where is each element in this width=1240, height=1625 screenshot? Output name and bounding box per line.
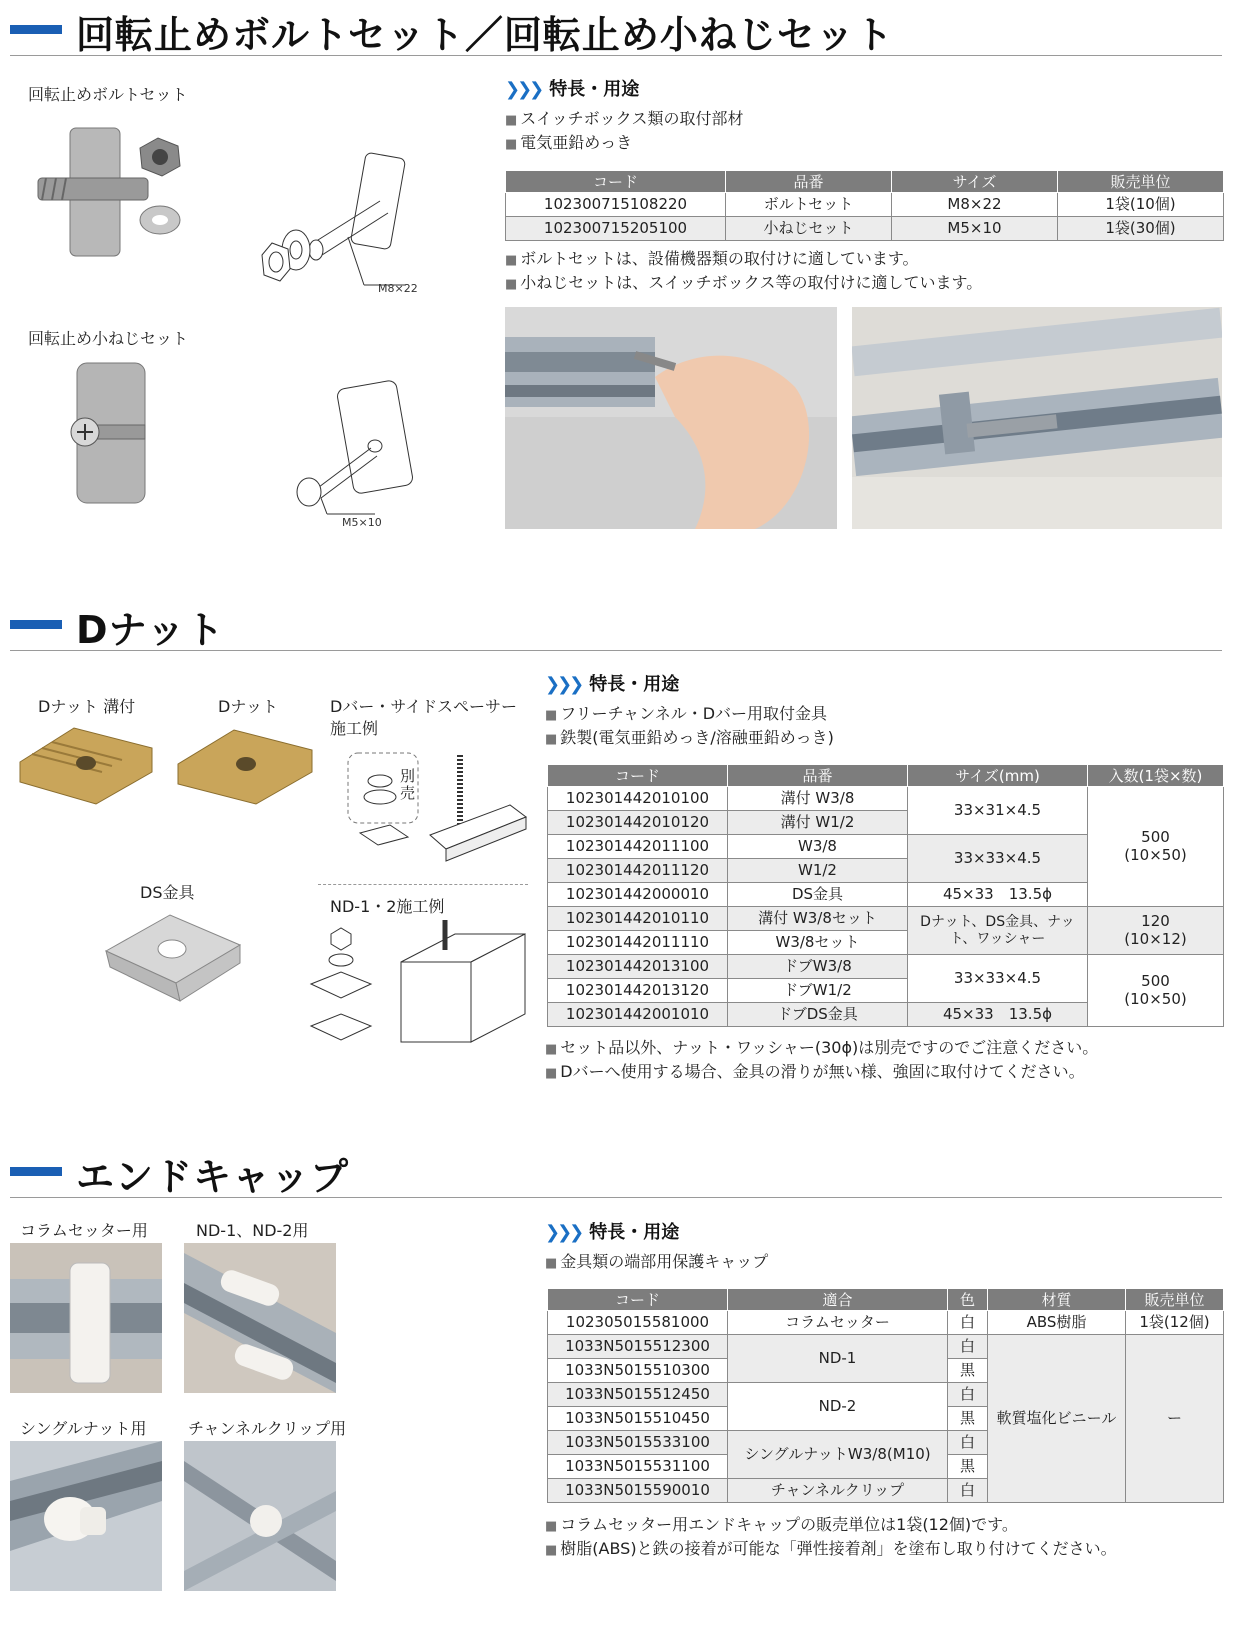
cell-code: 102301442010120 bbox=[548, 811, 728, 835]
endcap-column-photo bbox=[10, 1243, 162, 1393]
features-title: 特長・用途 bbox=[549, 79, 640, 100]
label-column-setter: コラムセッター用 bbox=[20, 1221, 148, 1240]
col-header: コード bbox=[548, 765, 728, 787]
feature-item: ■ 電気亜鉛めっき bbox=[505, 130, 632, 153]
endcap-single-photo bbox=[10, 1441, 162, 1591]
cell-color: 白 bbox=[948, 1335, 988, 1359]
cell-size: 33×33×4.5 bbox=[908, 955, 1088, 1003]
label-nd: ND-1、ND-2用 bbox=[196, 1221, 309, 1240]
cell-part: ドブDS金具 bbox=[728, 1003, 908, 1027]
col-header: 品番 bbox=[726, 171, 892, 193]
cell-size: M5×10 bbox=[892, 217, 1058, 241]
cell-size: 45×33 13.5ϕ bbox=[908, 1003, 1088, 1027]
features-title: 特長・用途 bbox=[589, 1222, 680, 1243]
endcap-clip-photo bbox=[184, 1441, 336, 1591]
table-row bbox=[548, 955, 1224, 979]
section-header-rotation-stop bbox=[10, 0, 1222, 56]
divider bbox=[318, 884, 528, 885]
cell-fit: コラムセッター bbox=[728, 1311, 948, 1335]
table-row bbox=[548, 907, 1224, 931]
cell-unit: ー bbox=[1126, 1335, 1224, 1503]
cell-qty bbox=[1088, 787, 1224, 907]
section-header-end-cap bbox=[10, 1142, 1222, 1198]
qty-value: 500 bbox=[1141, 828, 1170, 847]
cell-size: 33×31×4.5 bbox=[908, 787, 1088, 835]
cell-fit: ND-1 bbox=[728, 1335, 948, 1383]
note-item: ■ コラムセッター用エンドキャップの販売単位は1袋(12個)です。 bbox=[545, 1512, 1018, 1535]
note-item: ■ セット品以外、ナット・ワッシャー(30ϕ)は別売ですのでご注意ください。 bbox=[545, 1035, 1098, 1058]
cell-code: 102300715205100 bbox=[506, 217, 726, 241]
cell-material: 軟質塩化ビニール bbox=[988, 1335, 1126, 1503]
qty-value: 120 bbox=[1141, 912, 1170, 931]
cell-color: 白 bbox=[948, 1383, 988, 1407]
chevron-right-icon: ❯❯❯ bbox=[545, 1222, 582, 1243]
cell-code: 1033N5015512450 bbox=[548, 1383, 728, 1407]
cell-part: DS金具 bbox=[728, 883, 908, 907]
installation-photo-hand bbox=[505, 307, 837, 529]
cell-code: 1033N5015510450 bbox=[548, 1407, 728, 1431]
col-header: 販売単位 bbox=[1058, 171, 1224, 193]
cell-unit: 1袋(30個) bbox=[1058, 217, 1224, 241]
cell-code: 102301442011120 bbox=[548, 859, 728, 883]
col-header: サイズ(mm) bbox=[908, 765, 1088, 787]
cell-code: 102301442010100 bbox=[548, 787, 728, 811]
section-marker bbox=[10, 1167, 62, 1176]
col-header: 品番 bbox=[728, 765, 908, 787]
table-row bbox=[548, 1335, 1224, 1359]
table-row bbox=[548, 787, 1224, 811]
cell-qty bbox=[1088, 907, 1224, 955]
section-marker bbox=[10, 25, 62, 34]
spec-table-rotation-stop bbox=[505, 170, 1224, 241]
cell-code: 1033N5015533100 bbox=[548, 1431, 728, 1455]
cell-code: 102305015581000 bbox=[548, 1311, 728, 1335]
nd-diagram bbox=[305, 920, 530, 1045]
dbar-diagram bbox=[340, 745, 530, 863]
note-item: ■ 小ねじセットは、スイッチボックス等の取付けに適しています。 bbox=[505, 270, 982, 293]
label-single-nut: シングルナット用 bbox=[20, 1419, 147, 1438]
cell-part: 溝付 W3/8セット bbox=[728, 907, 908, 931]
col-header: コード bbox=[548, 1289, 728, 1311]
screw-set-diagram bbox=[285, 380, 435, 520]
separate-sale-2: 売 bbox=[400, 784, 416, 802]
cell-size: Dナット、DS金具、ナット、ワッシャー bbox=[908, 907, 1088, 955]
chevron-right-icon: ❯❯❯ bbox=[505, 79, 542, 100]
cell-code: 102301442010110 bbox=[548, 907, 728, 931]
table-row bbox=[506, 217, 1224, 241]
cell-code: 102301442013100 bbox=[548, 955, 728, 979]
features-heading bbox=[505, 75, 639, 101]
col-header: 入数(1袋×数) bbox=[1088, 765, 1224, 787]
qty-detail: (10×50) bbox=[1124, 845, 1187, 864]
separate-sale-1: 別 bbox=[400, 767, 416, 785]
cell-code: 102301442001010 bbox=[548, 1003, 728, 1027]
cell-color: 黒 bbox=[948, 1359, 988, 1383]
col-header: 材質 bbox=[988, 1289, 1126, 1311]
feature-item: ■ 鉄製(電気亜鉛めっき/溶融亜鉛めっき) bbox=[545, 725, 834, 748]
cell-code: 1033N5015512300 bbox=[548, 1335, 728, 1359]
dim-screw: M5×10 bbox=[342, 516, 382, 529]
cell-fit: ND-2 bbox=[728, 1383, 948, 1431]
dnut-photo bbox=[172, 720, 317, 805]
cell-code: 102301442000010 bbox=[548, 883, 728, 907]
section-title: エンドキャップ bbox=[76, 1155, 350, 1199]
cell-code: 102301442011110 bbox=[548, 931, 728, 955]
label-ds-fitting: DS金具 bbox=[140, 883, 195, 902]
spec-table-end-cap bbox=[547, 1288, 1224, 1503]
col-header: コード bbox=[506, 171, 726, 193]
table-row bbox=[506, 193, 1224, 217]
cell-code: 102300715108220 bbox=[506, 193, 726, 217]
spec-table-d-nut bbox=[547, 764, 1224, 1027]
qty-detail: (10×50) bbox=[1124, 989, 1187, 1008]
col-header: 適合 bbox=[728, 1289, 948, 1311]
cell-part: W1/2 bbox=[728, 859, 908, 883]
bolt-set-diagram bbox=[250, 145, 430, 305]
label-channel-clip: チャンネルクリップ用 bbox=[188, 1419, 347, 1438]
cell-color: 黒 bbox=[948, 1455, 988, 1479]
note-item: ■ ボルトセットは、設備機器類の取付けに適しています。 bbox=[505, 246, 919, 269]
bolt-set-photo bbox=[30, 120, 200, 260]
qty-value: 500 bbox=[1141, 972, 1170, 991]
cell-qty bbox=[1088, 955, 1224, 1027]
cell-size: 33×33×4.5 bbox=[908, 835, 1088, 883]
cell-part: ボルトセット bbox=[726, 193, 892, 217]
cell-fit: チャンネルクリップ bbox=[728, 1479, 948, 1503]
cell-color: 白 bbox=[948, 1311, 988, 1335]
cell-part: 小ねじセット bbox=[726, 217, 892, 241]
cell-code: 1033N5015590010 bbox=[548, 1479, 728, 1503]
installation-photo-channel bbox=[852, 307, 1222, 529]
label-dnut: Dナット bbox=[218, 697, 279, 716]
features-heading bbox=[545, 1218, 679, 1244]
cell-part: W3/8 bbox=[728, 835, 908, 859]
feature-item: ■ スイッチボックス類の取付部材 bbox=[505, 106, 744, 129]
label-dbar-example: 施工例 bbox=[330, 719, 379, 738]
cell-part: W3/8セット bbox=[728, 931, 908, 955]
note-item: ■ Dバーへ使用する場合、金具の滑りが無い様、強固に取付けてください。 bbox=[545, 1059, 1085, 1082]
section-header-d-nut bbox=[10, 595, 1222, 651]
col-header: サイズ bbox=[892, 171, 1058, 193]
label-nd-example: ND-1・2施工例 bbox=[330, 897, 445, 916]
cell-material: ABS樹脂 bbox=[988, 1311, 1126, 1335]
cell-part: 溝付 W3/8 bbox=[728, 787, 908, 811]
endcap-nd-photo bbox=[184, 1243, 336, 1393]
col-header: 販売単位 bbox=[1126, 1289, 1224, 1311]
features-title: 特長・用途 bbox=[589, 674, 680, 695]
cell-part: ドブW1/2 bbox=[728, 979, 908, 1003]
col-header: 色 bbox=[948, 1289, 988, 1311]
dnut-groove-photo bbox=[12, 720, 157, 805]
table-row bbox=[548, 1311, 1224, 1335]
features-heading bbox=[545, 670, 679, 696]
cell-unit: 1袋(12個) bbox=[1126, 1311, 1224, 1335]
cell-size: 45×33 13.5ϕ bbox=[908, 883, 1088, 907]
label-screw-set: 回転止め小ねじセット bbox=[28, 329, 189, 348]
cell-part: 溝付 W1/2 bbox=[728, 811, 908, 835]
feature-item: ■ 金具類の端部用保護キャップ bbox=[545, 1249, 768, 1272]
feature-item: ■ フリーチャンネル・Dバー用取付金具 bbox=[545, 701, 827, 724]
cell-code: 102301442011100 bbox=[548, 835, 728, 859]
cell-code: 102301442013120 bbox=[548, 979, 728, 1003]
label-dnut-groove: Dナット 溝付 bbox=[38, 697, 136, 716]
cell-code: 1033N5015510300 bbox=[548, 1359, 728, 1383]
section-marker bbox=[10, 620, 62, 629]
section-title: Dナット bbox=[76, 608, 225, 652]
cell-code: 1033N5015531100 bbox=[548, 1455, 728, 1479]
ds-fitting-photo bbox=[100, 905, 245, 1010]
label-dbar: Dバー・サイドスペーサー bbox=[330, 697, 518, 716]
qty-detail: (10×12) bbox=[1124, 929, 1187, 948]
section-title: 回転止めボルトセット／回転止め小ねじセット bbox=[76, 13, 894, 57]
label-bolt-set: 回転止めボルトセット bbox=[28, 85, 188, 104]
cell-unit: 1袋(10個) bbox=[1058, 193, 1224, 217]
cell-fit: シングルナットW3/8(M10) bbox=[728, 1431, 948, 1479]
cell-color: 黒 bbox=[948, 1407, 988, 1431]
cell-color: 白 bbox=[948, 1431, 988, 1455]
cell-color: 白 bbox=[948, 1479, 988, 1503]
note-item: ■ 樹脂(ABS)と鉄の接着が可能な「弾性接着剤」を塗布し取り付けてください。 bbox=[545, 1536, 1117, 1559]
chevron-right-icon: ❯❯❯ bbox=[545, 674, 582, 695]
screw-set-photo bbox=[55, 355, 165, 515]
cell-part: ドブW3/8 bbox=[728, 955, 908, 979]
cell-size: M8×22 bbox=[892, 193, 1058, 217]
dim-bolt: M8×22 bbox=[378, 282, 418, 295]
